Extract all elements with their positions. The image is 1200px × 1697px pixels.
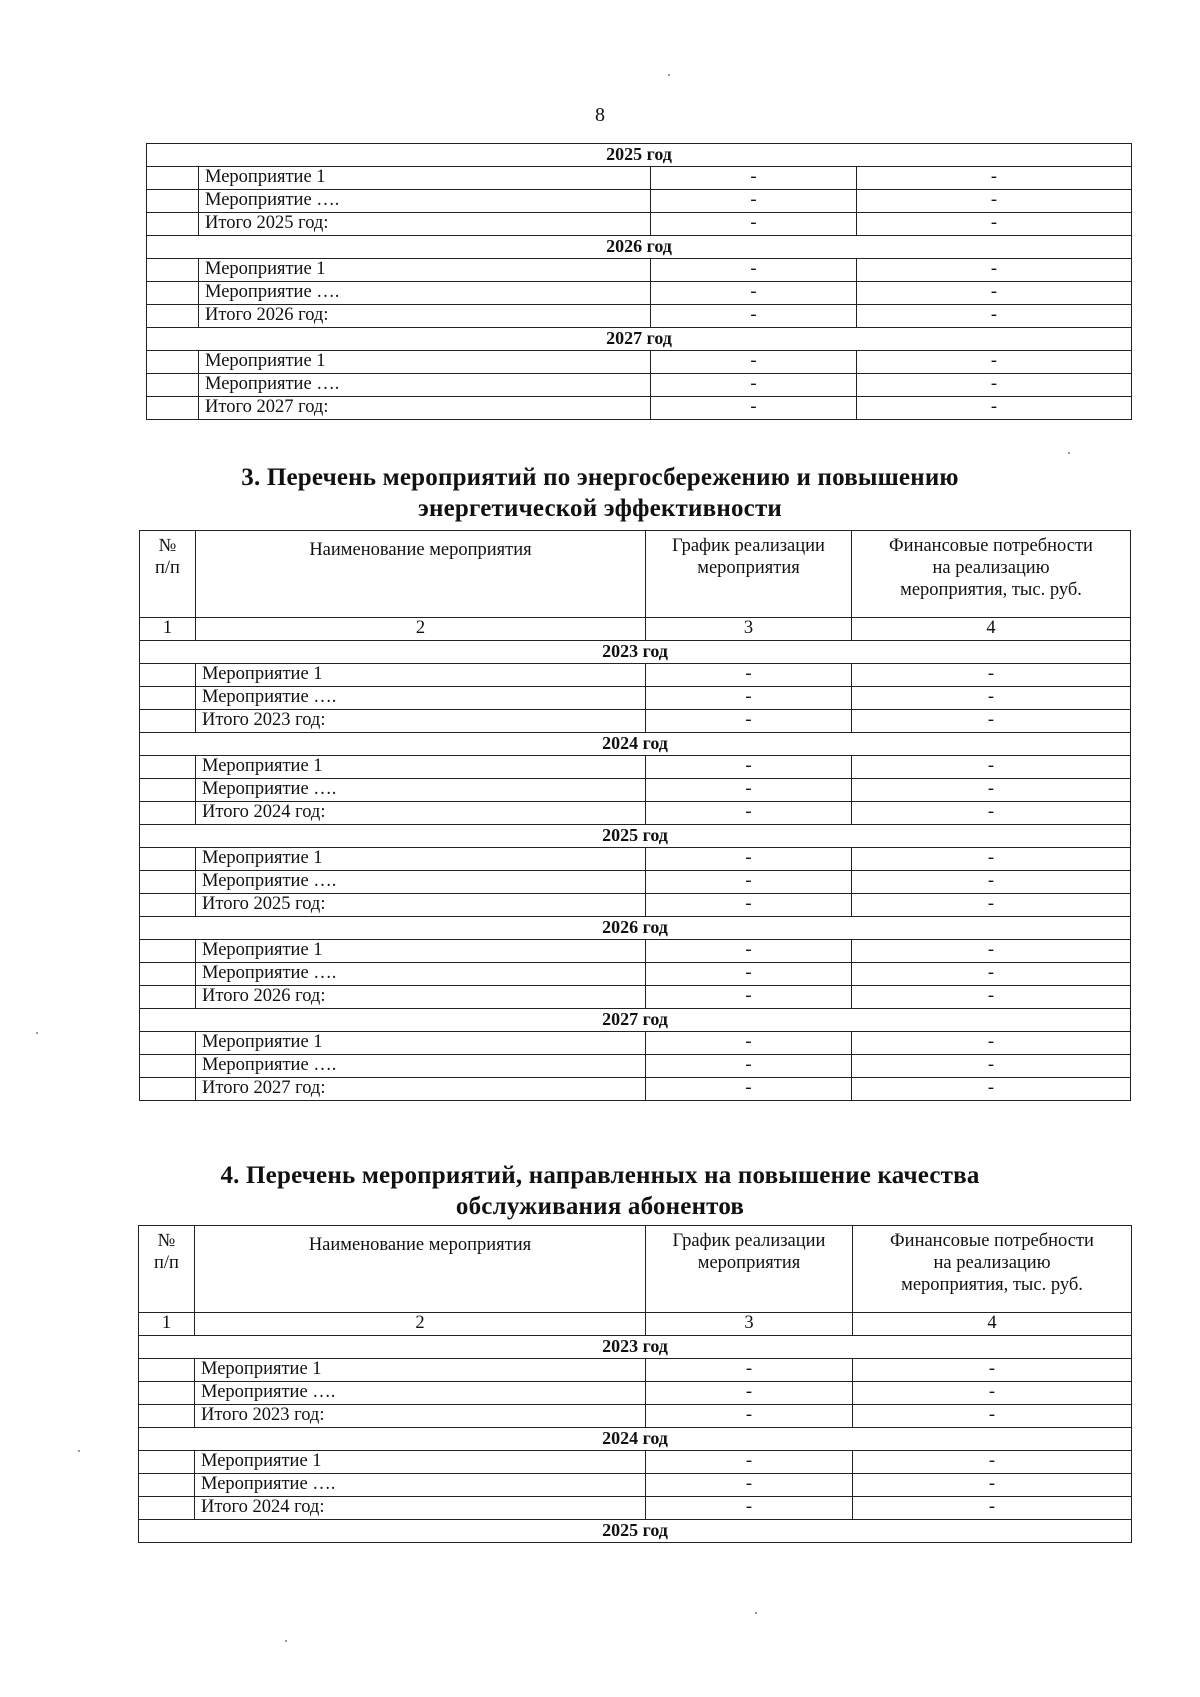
schedule-cell: - [646,986,852,1009]
row-number-cell [140,664,196,687]
table-row [140,1078,1131,1101]
measure-name: Мероприятие …. [196,687,646,710]
section-4-heading-line-1: 4. Перечень мероприятий, направленных на повышение качества [220,1162,980,1189]
column-number: 4 [852,618,1131,641]
schedule-cell: - [646,1055,852,1078]
year-label: 2025 год [140,825,1131,848]
total-name: Итого 2025 год: [199,213,651,236]
row-number-cell [140,1032,196,1055]
page-number: 8 [595,104,605,126]
finance-cell: - [852,1032,1131,1055]
table-row [140,963,1131,986]
schedule-cell: - [646,963,852,986]
row-number-cell [139,1497,195,1520]
continuation-table-body [147,144,1132,420]
row-number-cell [147,190,199,213]
schedule-cell: - [646,1032,852,1055]
table-row [140,848,1131,871]
column-number: 3 [646,1313,853,1336]
schedule-cell: - [646,710,852,733]
total-name: Итого 2024 год: [195,1497,646,1520]
measure-name: Мероприятие 1 [196,664,646,687]
finance-cell: - [852,779,1131,802]
row-number-cell [139,1359,195,1382]
row-number-cell [147,259,199,282]
table-row [140,871,1131,894]
table-row [147,351,1132,374]
schedule-cell: - [651,213,857,236]
measure-name: Мероприятие 1 [199,167,651,190]
section-3-table [139,530,1131,1101]
finance-cell: - [852,848,1131,871]
column-header-3 [646,1226,853,1313]
finance-cell: - [852,963,1131,986]
finance-cell: - [852,802,1131,825]
schedule-cell: - [646,1497,853,1520]
section-3-heading [0,462,1200,524]
total-name: Итого 2024 год: [196,802,646,825]
row-number-cell [139,1405,195,1428]
table-row [140,664,1131,687]
finance-cell: - [852,986,1131,1009]
year-label: 2025 год [139,1520,1132,1543]
year-row [139,1520,1132,1543]
measure-name: Мероприятие …. [199,282,651,305]
column-header-3 [646,531,852,618]
table-row [139,1451,1132,1474]
schedule-cell: - [651,282,857,305]
row-number-cell [140,687,196,710]
table-row [139,1405,1132,1428]
year-row [147,236,1132,259]
schedule-cell: - [651,351,857,374]
row-number-cell [140,963,196,986]
column-header-text: Наименование мероприятия [309,540,532,560]
row-number-cell [147,305,199,328]
year-label: 2027 год [147,328,1132,351]
measure-name: Мероприятие …. [195,1474,646,1497]
finance-cell: - [857,213,1132,236]
table-row [147,190,1132,213]
finance-cell: - [852,664,1131,687]
continuation-table [146,143,1132,420]
year-row [140,1009,1131,1032]
table-row [140,779,1131,802]
total-name: Итого 2023 год: [196,710,646,733]
measure-name: Мероприятие 1 [196,940,646,963]
total-name: Итого 2027 год: [199,397,651,420]
table-row [140,1055,1131,1078]
row-number-cell [139,1474,195,1497]
schedule-cell: - [651,397,857,420]
column-header-1 [139,1226,195,1313]
table-row [139,1359,1132,1382]
measure-name: Мероприятие …. [195,1382,646,1405]
measure-name: Мероприятие 1 [195,1451,646,1474]
measure-name: Мероприятие …. [196,871,646,894]
schedule-cell: - [651,190,857,213]
table-row [139,1497,1132,1520]
row-number-cell [147,167,199,190]
table-row [147,213,1132,236]
table-row [147,259,1132,282]
column-number: 2 [195,1313,646,1336]
row-number-cell [140,894,196,917]
table-row [140,940,1131,963]
finance-cell: - [853,1451,1132,1474]
column-header-4 [853,1226,1132,1313]
table-row [147,305,1132,328]
column-header-text: Финансовые потребности на реализацию мероприятия, тыс. руб. [889,536,1093,600]
total-name: Итого 2025 год: [196,894,646,917]
row-number-cell [140,871,196,894]
schedule-cell: - [646,802,852,825]
section-3-table-body [140,531,1131,1101]
finance-cell: - [853,1405,1132,1428]
schedule-cell: - [651,374,857,397]
finance-cell: - [852,1078,1131,1101]
row-number-cell [147,351,199,374]
row-number-cell [140,940,196,963]
column-number: 1 [139,1313,195,1336]
year-label: 2025 год [147,144,1132,167]
scan-speck [285,1640,287,1642]
total-name: Итого 2026 год: [199,305,651,328]
table-row [140,756,1131,779]
row-number-cell [147,213,199,236]
column-header-text: № п/п [154,1231,179,1273]
section-4-heading-line-2: обслуживания абонентов [455,1193,745,1220]
finance-cell: - [853,1359,1132,1382]
column-header-2 [195,1226,646,1313]
year-label: 2026 год [147,236,1132,259]
finance-cell: - [853,1497,1132,1520]
schedule-cell: - [646,687,852,710]
year-row [147,328,1132,351]
finance-cell: - [857,351,1132,374]
schedule-cell: - [646,1382,853,1405]
table-row [140,894,1131,917]
row-number-cell [140,848,196,871]
column-header-text: Наименование мероприятия [308,1235,532,1255]
schedule-cell: - [646,1451,853,1474]
schedule-cell: - [651,259,857,282]
table-row [140,802,1131,825]
schedule-cell: - [646,779,852,802]
measure-name: Мероприятие …. [196,779,646,802]
column-header-1 [140,531,196,618]
measure-name: Мероприятие 1 [199,259,651,282]
year-row [147,144,1132,167]
section-4-table [138,1225,1132,1543]
column-number: 4 [853,1313,1132,1336]
year-row [140,641,1131,664]
schedule-cell: - [651,167,857,190]
year-row [139,1336,1132,1359]
measure-name: Мероприятие 1 [196,848,646,871]
measure-name: Мероприятие 1 [199,351,651,374]
schedule-cell: - [646,664,852,687]
row-number-cell [140,1078,196,1101]
finance-cell: - [857,167,1132,190]
finance-cell: - [857,259,1132,282]
table-row [139,1382,1132,1405]
finance-cell: - [857,397,1132,420]
schedule-cell: - [651,305,857,328]
table-row [147,167,1132,190]
measure-name: Мероприятие …. [199,190,651,213]
finance-cell: - [857,374,1132,397]
column-header-text: № п/п [155,536,180,578]
finance-cell: - [852,687,1131,710]
year-label: 2024 год [139,1428,1132,1451]
column-number: 2 [196,618,646,641]
measure-name: Мероприятие …. [199,374,651,397]
row-number-cell [140,710,196,733]
row-number-cell [140,986,196,1009]
table-row [140,986,1131,1009]
year-label: 2024 год [140,733,1131,756]
table-row [140,687,1131,710]
schedule-cell: - [646,1078,852,1101]
year-label: 2026 год [140,917,1131,940]
finance-cell: - [852,940,1131,963]
column-numbering-row [139,1313,1132,1336]
total-name: Итого 2027 год: [196,1078,646,1101]
schedule-cell: - [646,848,852,871]
scan-speck [78,1450,80,1452]
measure-name: Мероприятие 1 [196,756,646,779]
row-number-cell [140,802,196,825]
total-name: Итого 2026 год: [196,986,646,1009]
table-header-row [139,1226,1132,1313]
schedule-cell: - [646,1359,853,1382]
row-number-cell [147,397,199,420]
row-number-cell [140,1055,196,1078]
column-number: 1 [140,618,196,641]
year-label: 2023 год [139,1336,1132,1359]
section-4-table-body [139,1226,1132,1543]
finance-cell: - [852,894,1131,917]
column-numbering-row [140,618,1131,641]
column-header-text: График реализации мероприятия [672,536,825,578]
section-3-heading-line-1: 3. Перечень мероприятий по энергосбережению и повышению [241,464,959,491]
year-label: 2027 год [140,1009,1131,1032]
column-header-2 [196,531,646,618]
row-number-cell [147,282,199,305]
table-row [140,1032,1131,1055]
row-number-cell [147,374,199,397]
scan-speck [1068,452,1070,454]
table-row [140,710,1131,733]
row-number-cell [140,756,196,779]
schedule-cell: - [646,1474,853,1497]
section-3-heading-line-2: энергетической эффективности [417,495,783,522]
finance-cell: - [857,305,1132,328]
finance-cell: - [857,282,1132,305]
section-4-heading [0,1160,1200,1222]
year-row [140,825,1131,848]
scan-speck [36,1032,38,1034]
column-header-4 [852,531,1131,618]
schedule-cell: - [646,894,852,917]
table-row [147,282,1132,305]
measure-name: Мероприятие 1 [196,1032,646,1055]
row-number-cell [139,1382,195,1405]
table-row [147,374,1132,397]
year-row [139,1428,1132,1451]
table-row [147,397,1132,420]
table-row [139,1474,1132,1497]
finance-cell: - [853,1382,1132,1405]
schedule-cell: - [646,871,852,894]
schedule-cell: - [646,756,852,779]
row-number-cell [139,1451,195,1474]
column-header-text: Финансовые потребности на реализацию мероприятия, тыс. руб. [890,1231,1094,1295]
total-name: Итого 2023 год: [195,1405,646,1428]
column-number: 3 [646,618,852,641]
finance-cell: - [853,1474,1132,1497]
scan-speck [668,74,670,76]
finance-cell: - [852,710,1131,733]
year-row [140,917,1131,940]
finance-cell: - [852,871,1131,894]
finance-cell: - [852,1055,1131,1078]
measure-name: Мероприятие 1 [195,1359,646,1382]
year-row [140,733,1131,756]
row-number-cell [140,779,196,802]
scan-speck [755,1612,757,1614]
schedule-cell: - [646,940,852,963]
table-header-row [140,531,1131,618]
measure-name: Мероприятие …. [196,963,646,986]
finance-cell: - [852,756,1131,779]
finance-cell: - [857,190,1132,213]
schedule-cell: - [646,1405,853,1428]
measure-name: Мероприятие …. [196,1055,646,1078]
year-label: 2023 год [140,641,1131,664]
column-header-text: График реализации мероприятия [672,1231,826,1273]
